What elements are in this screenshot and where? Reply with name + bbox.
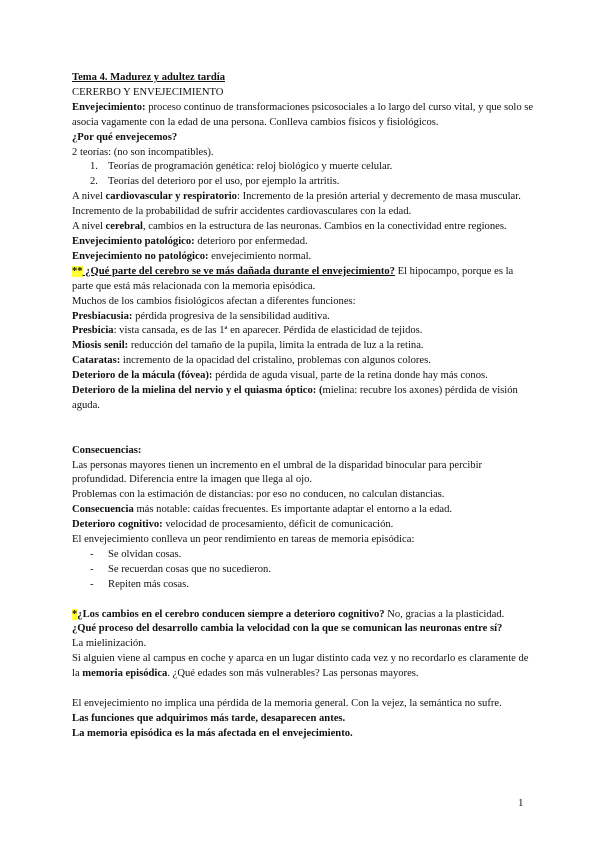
list-item-text: Teorías del deterioro por el uso, por ejemplo la artritis. [108, 176, 340, 188]
por-que-question: ¿Por qué envejecemos? [72, 131, 178, 143]
funcion-term: Presbiacusia: [72, 310, 133, 322]
funcion-item [72, 324, 534, 339]
list-dash: - [90, 578, 94, 590]
cerebro-answer: El hipocampo, porque es la parte que está más relacionada con la memoria episódica. [72, 265, 514, 292]
cardiovascular-paragraph [72, 190, 534, 220]
list-item-text: Se olvidan cosas. [108, 548, 182, 560]
envejecimiento-term: Envejecimiento: [72, 101, 146, 113]
funcion-item [72, 354, 534, 369]
list-item-text: Teorías de programación genética: reloj biológico y muerte celular. [108, 161, 393, 173]
funcion-item [72, 339, 534, 354]
no-patologico-term: Envejecimiento no patológico: [72, 250, 209, 262]
list-item [72, 160, 534, 175]
funcion-text: mielina: recubre los axones) pérdida de visión aguda. [72, 385, 518, 411]
campus-text: . ¿Qué edades son más vulnerables? Las personas mayores. [167, 668, 419, 680]
funcion-text: reducción del tamaño de la pupila, limita la entrada de luz a la retina. [128, 340, 424, 352]
patologico-paragraph [72, 235, 534, 250]
section-heading: CERERBO Y ENVEJECIMIENTO [72, 86, 224, 98]
list-item [72, 175, 534, 190]
velocidad-question: ¿Qué proceso del desarrollo cambia la velocidad con la que se comunican las neuronas entre sí? [72, 623, 503, 635]
campus-paragraph [72, 652, 534, 682]
cerebral-text: , cambios en la estructura de las neuronas. Cambios en la conectividad entre regiones. [143, 221, 507, 233]
distancias-paragraph: Problemas con la estimación de distancias: por eso no conducen, no calculan distancias. [72, 489, 445, 501]
blank-line [72, 414, 534, 429]
deterioro-term: Deterioro cognitivo: [72, 519, 163, 531]
funcion-item [72, 310, 534, 325]
memoria-general-paragraph: El envejecimiento no implica una pérdida de la memoria general. Con la vejez, la semántica no sufre. [72, 698, 502, 709]
funcion-term: Presbicia [72, 325, 114, 337]
no-patologico-text: envejecimiento normal. [208, 250, 312, 262]
document-title: Tema 4. Madurez y adultez tardía [72, 72, 226, 83]
campus-pre: Si alguien viene al campus en coche y aparca en un lugar distinto cada vez y no recordarlo es claramente de la [72, 653, 529, 680]
document-page [72, 71, 534, 742]
teorias-intro: 2 teorías: (no son incompatibles). [72, 146, 214, 158]
cerebral-pre: A nivel [72, 221, 106, 233]
patologico-term: Envejecimiento patológico: [72, 235, 195, 247]
consecuencia-notable-paragraph [72, 503, 534, 518]
cardio-term: cardiovascular y respiratorio [105, 191, 237, 203]
patologico-text: deterioro por enfermedad. [194, 235, 308, 247]
cerebro-question-paragraph [72, 265, 534, 295]
funcion-text: incremento de la opacidad del cristalino, problemas con algunos colores. [120, 355, 431, 367]
highlight-mark: * [72, 608, 78, 620]
mielinizacion-answer: La mielinización. [72, 638, 147, 650]
list-number: 1. [90, 161, 98, 173]
cardio-text: : Incremento de la presión arterial y decremento de masa muscular. Incremento de la probabilidad de sufrir accidentes cardiovasculares con la edad. [72, 191, 521, 218]
consecuencias-paragraph: Las personas mayores tienen un incremento en el umbral de la disparidad binocular para percibir profundidad. Diferencia entre la imagen que llega al ojo. [72, 459, 483, 486]
memoria-intro: El envejecimiento conlleva un peor rendimiento en tareas de memoria episódica: [72, 534, 415, 546]
list-item [72, 563, 534, 578]
funcion-term: Miosis senil: [72, 340, 129, 352]
funcion-text: : vista cansada, es de las 1ª en aparecer. Pérdida de elasticidad de tejidos. [113, 325, 423, 337]
funcion-item [72, 384, 534, 414]
funciones-tarde-paragraph: Las funciones que adquirimos más tarde, desaparecen antes. [72, 712, 346, 724]
funcion-term: Deterioro de la mielina del nervio y el quiasma óptico: ( [72, 385, 323, 397]
blank-line [72, 593, 534, 608]
envejecimiento-definition [72, 101, 534, 131]
no-patologico-paragraph [72, 250, 534, 265]
list-number: 2. [90, 176, 98, 188]
cerebro-question: ¿Qué parte del cerebro se ve más dañada durante el envejecimiento? [82, 265, 395, 277]
cardio-pre: A nivel [72, 191, 106, 203]
blank-line [72, 429, 534, 444]
page-number: 1 [518, 797, 524, 809]
consecuencias-title: Consecuencias: [72, 444, 142, 456]
list-item-text: Se recuerdan cosas que no sucedieron. [108, 563, 271, 575]
memoria-list [72, 548, 534, 593]
campus-term: memoria episódica [82, 668, 168, 680]
deterioro-text: velocidad de procesamiento, déficit de comunicación. [162, 519, 394, 531]
funcion-item [72, 369, 534, 384]
list-item [72, 578, 534, 593]
cerebral-term: cerebral [105, 221, 143, 233]
deterioro-cognitivo-paragraph [72, 518, 534, 533]
list-item-text: Repiten más cosas. [108, 578, 189, 590]
funcion-text: pérdida de aguda visual, parte de la retina donde hay más conos. [212, 370, 488, 382]
list-dash: - [90, 548, 94, 560]
highlight-mark: ** [72, 265, 83, 277]
funcion-term: Cataratas: [72, 355, 121, 367]
consecuencia-term: Consecuencia [72, 504, 134, 516]
plasticidad-question: ¿Los cambios en el cerebro conducen siempre a deterioro cognitivo? [77, 608, 385, 620]
teorias-list [72, 160, 534, 190]
consecuencia-text: más notable: caídas frecuentes. Es importante adaptar el entorno a la edad. [133, 504, 453, 516]
plasticidad-paragraph [72, 608, 534, 623]
envejecimiento-text: proceso continuo de transformaciones psicosociales a lo largo del curso vital, y que solo se asocia vagamente con la edad de una persona. Conlleva cambios físicos y fisiológicos. [72, 101, 534, 128]
cerebral-paragraph [72, 220, 534, 235]
blank-line [72, 682, 534, 697]
list-dash: - [90, 563, 94, 575]
funcion-term: Deterioro de la mácula (fóvea): [72, 370, 213, 382]
list-item [72, 548, 534, 563]
plasticidad-answer: No, gracias a la plasticidad. [384, 608, 505, 620]
cambios-intro: Muchos de los cambios fisiológicos afectan a diferentes funciones: [72, 295, 356, 307]
episodica-afectada-paragraph: La memoria episódica es la más afectada en el envejecimiento. [72, 727, 353, 739]
funcion-text: pérdida progresiva de la sensibilidad auditiva. [132, 310, 330, 322]
